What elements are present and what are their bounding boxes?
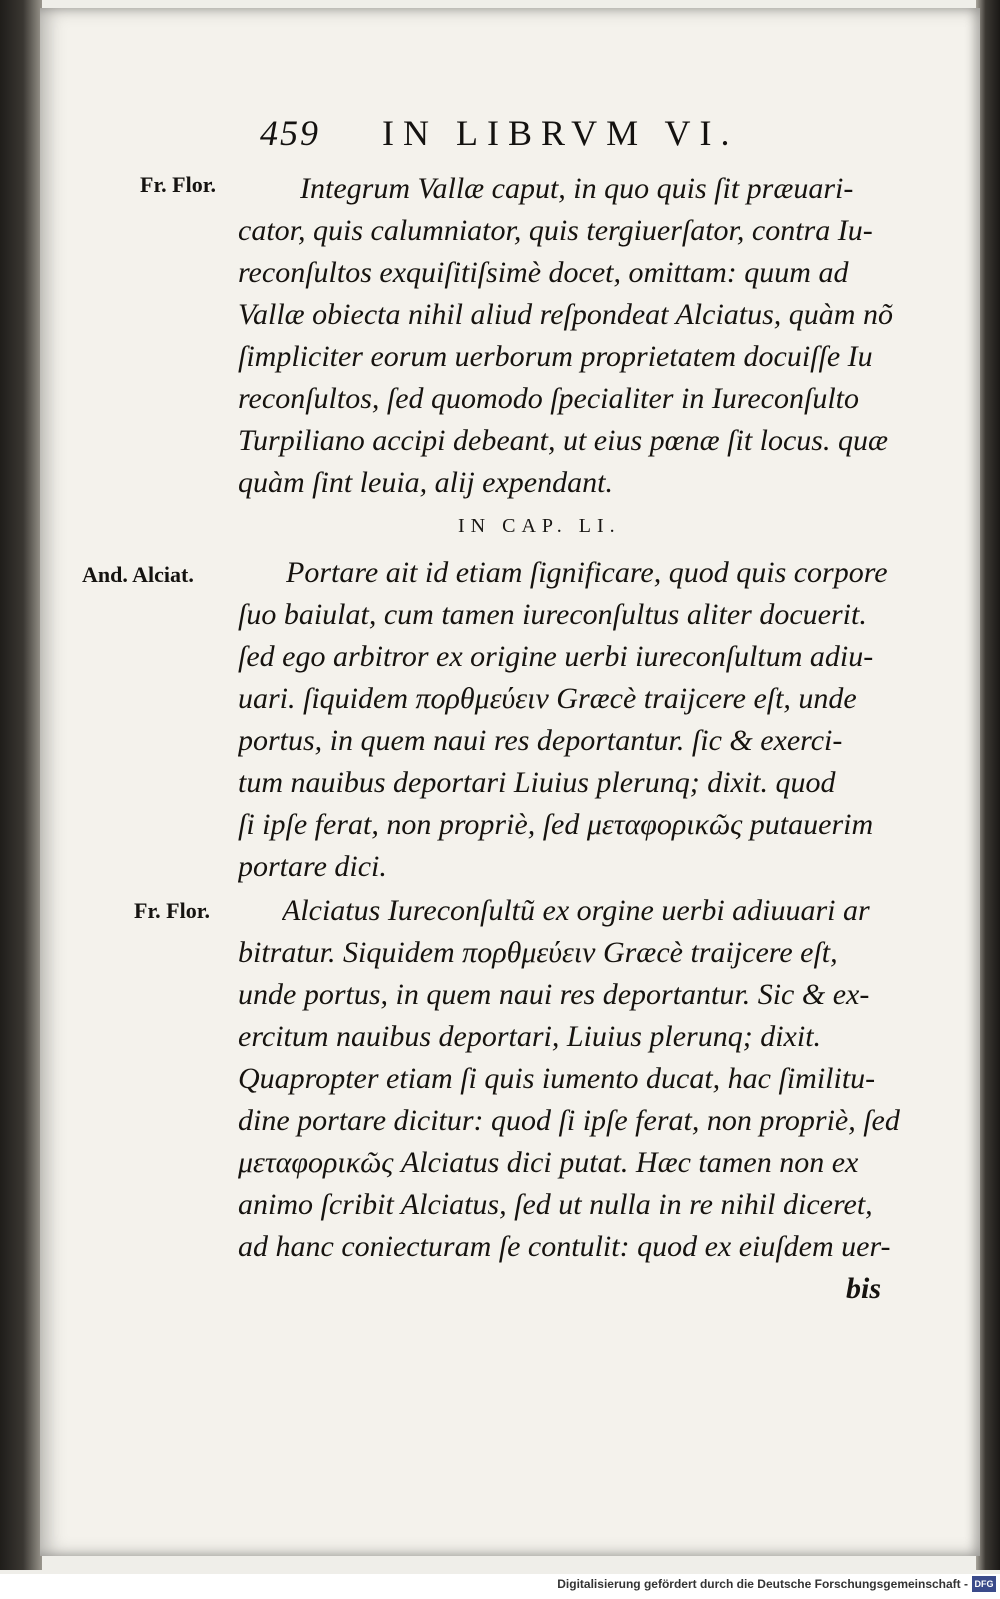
text-line: reconſultos exquiſitiſsimè docet, omittam: quum ad	[238, 256, 849, 289]
catchword: bis	[846, 1272, 882, 1305]
text-line: Turpiliano accipi debeant, ut eius pœnæ ſit locus. quæ	[238, 424, 888, 457]
text-line: uari. ſiquidem πορθμεύειν Græcè traijcere eſt, unde	[238, 682, 857, 715]
text-line: portus, in quem naui res deportantur. ſic & exerci-	[238, 724, 843, 757]
page-header	[260, 112, 820, 152]
text-line: bitratur. Siquidem πορθμεύειν Græcè traijcere eſt,	[238, 936, 838, 969]
text-line: μεταφορικῶς Alciatus dici putat. Hæc tamen non ex	[238, 1146, 859, 1179]
running-head: IN LIBRVM VI.	[382, 113, 739, 153]
catchword-block	[846, 1268, 906, 1310]
paragraph-2	[286, 552, 902, 594]
text-line: portare dici.	[238, 850, 387, 883]
text-line: Quapropter etiam ſi quis iumento ducat, hac ſimilitu-	[238, 1062, 876, 1095]
text-line: unde portus, in quem naui res deportantur. Sic & ex-	[238, 978, 870, 1011]
margin-note-fr-flor-2: Fr. Flor.	[134, 898, 210, 923]
text-line: cator, quis calumniator, quis tergiuerſator, contra Iu-	[238, 214, 873, 247]
scan-edge-left	[0, 0, 42, 1570]
text-line: ad hanc coniecturam ſe contulit: quod ex eiuſdem uer-	[238, 1230, 891, 1263]
digitization-credit: Digitalisierung gefördert durch die Deutsche Forschungsgemeinschaft -	[557, 1577, 968, 1591]
text-line: quàm ſint leuia, alij expendant.	[238, 466, 613, 499]
dfg-logo-icon: DFG	[972, 1576, 996, 1592]
paragraph-1	[300, 168, 900, 210]
paragraph-1-cont	[238, 210, 902, 504]
text-line: ercitum nauibus deportari, Liuius plerunq; dixit.	[238, 1020, 822, 1053]
text-line: animo ſcribit Alciatus, ſed ut nulla in re nihil diceret,	[238, 1188, 873, 1221]
text-line: dine portare dicitur: quod ſi ipſe ferat, non propriè, ſed	[238, 1104, 900, 1137]
text-line: ſed ego arbitror ex origine uerbi iureconſultum adiu-	[238, 640, 874, 673]
paragraph-3	[282, 890, 902, 932]
text-line: ſi ipſe ferat, non propriè, ſed μεταφορικῶς putauerim	[238, 808, 874, 841]
page-number: 459	[260, 113, 320, 153]
section-heading: IN CAP. LI.	[458, 515, 621, 537]
text-line: reconſultos, ſed quomodo ſpecialiter in Iureconſulto	[238, 382, 860, 415]
paragraph-3-cont	[238, 932, 902, 1268]
text-line: Integrum Vallæ caput, in quo quis ſit præuari-	[300, 172, 854, 205]
text-line: Alciatus Iureconſultũ ex orgine uerbi adiuuari ar	[282, 894, 870, 927]
margin-note-and-alciat: And. Alciat.	[82, 562, 194, 587]
text-line: tum nauibus deportari Liuius plerunq; dixit. quod	[238, 766, 836, 799]
text-line: ſuo baiulat, cum tamen iureconſultus aliter docuerit.	[238, 598, 867, 631]
text-line: Portare ait id etiam ſignificare, quod quis corpore	[286, 556, 888, 589]
text-line: Vallæ obiecta nihil aliud reſpondeat Alciatus, quàm nõ	[238, 298, 893, 331]
margin-note-fr-flor-1: Fr. Flor.	[140, 172, 216, 197]
text-line: ſimpliciter eorum uerborum proprietatem docuiſſe Iu	[238, 340, 873, 373]
paragraph-2-cont	[238, 594, 902, 888]
